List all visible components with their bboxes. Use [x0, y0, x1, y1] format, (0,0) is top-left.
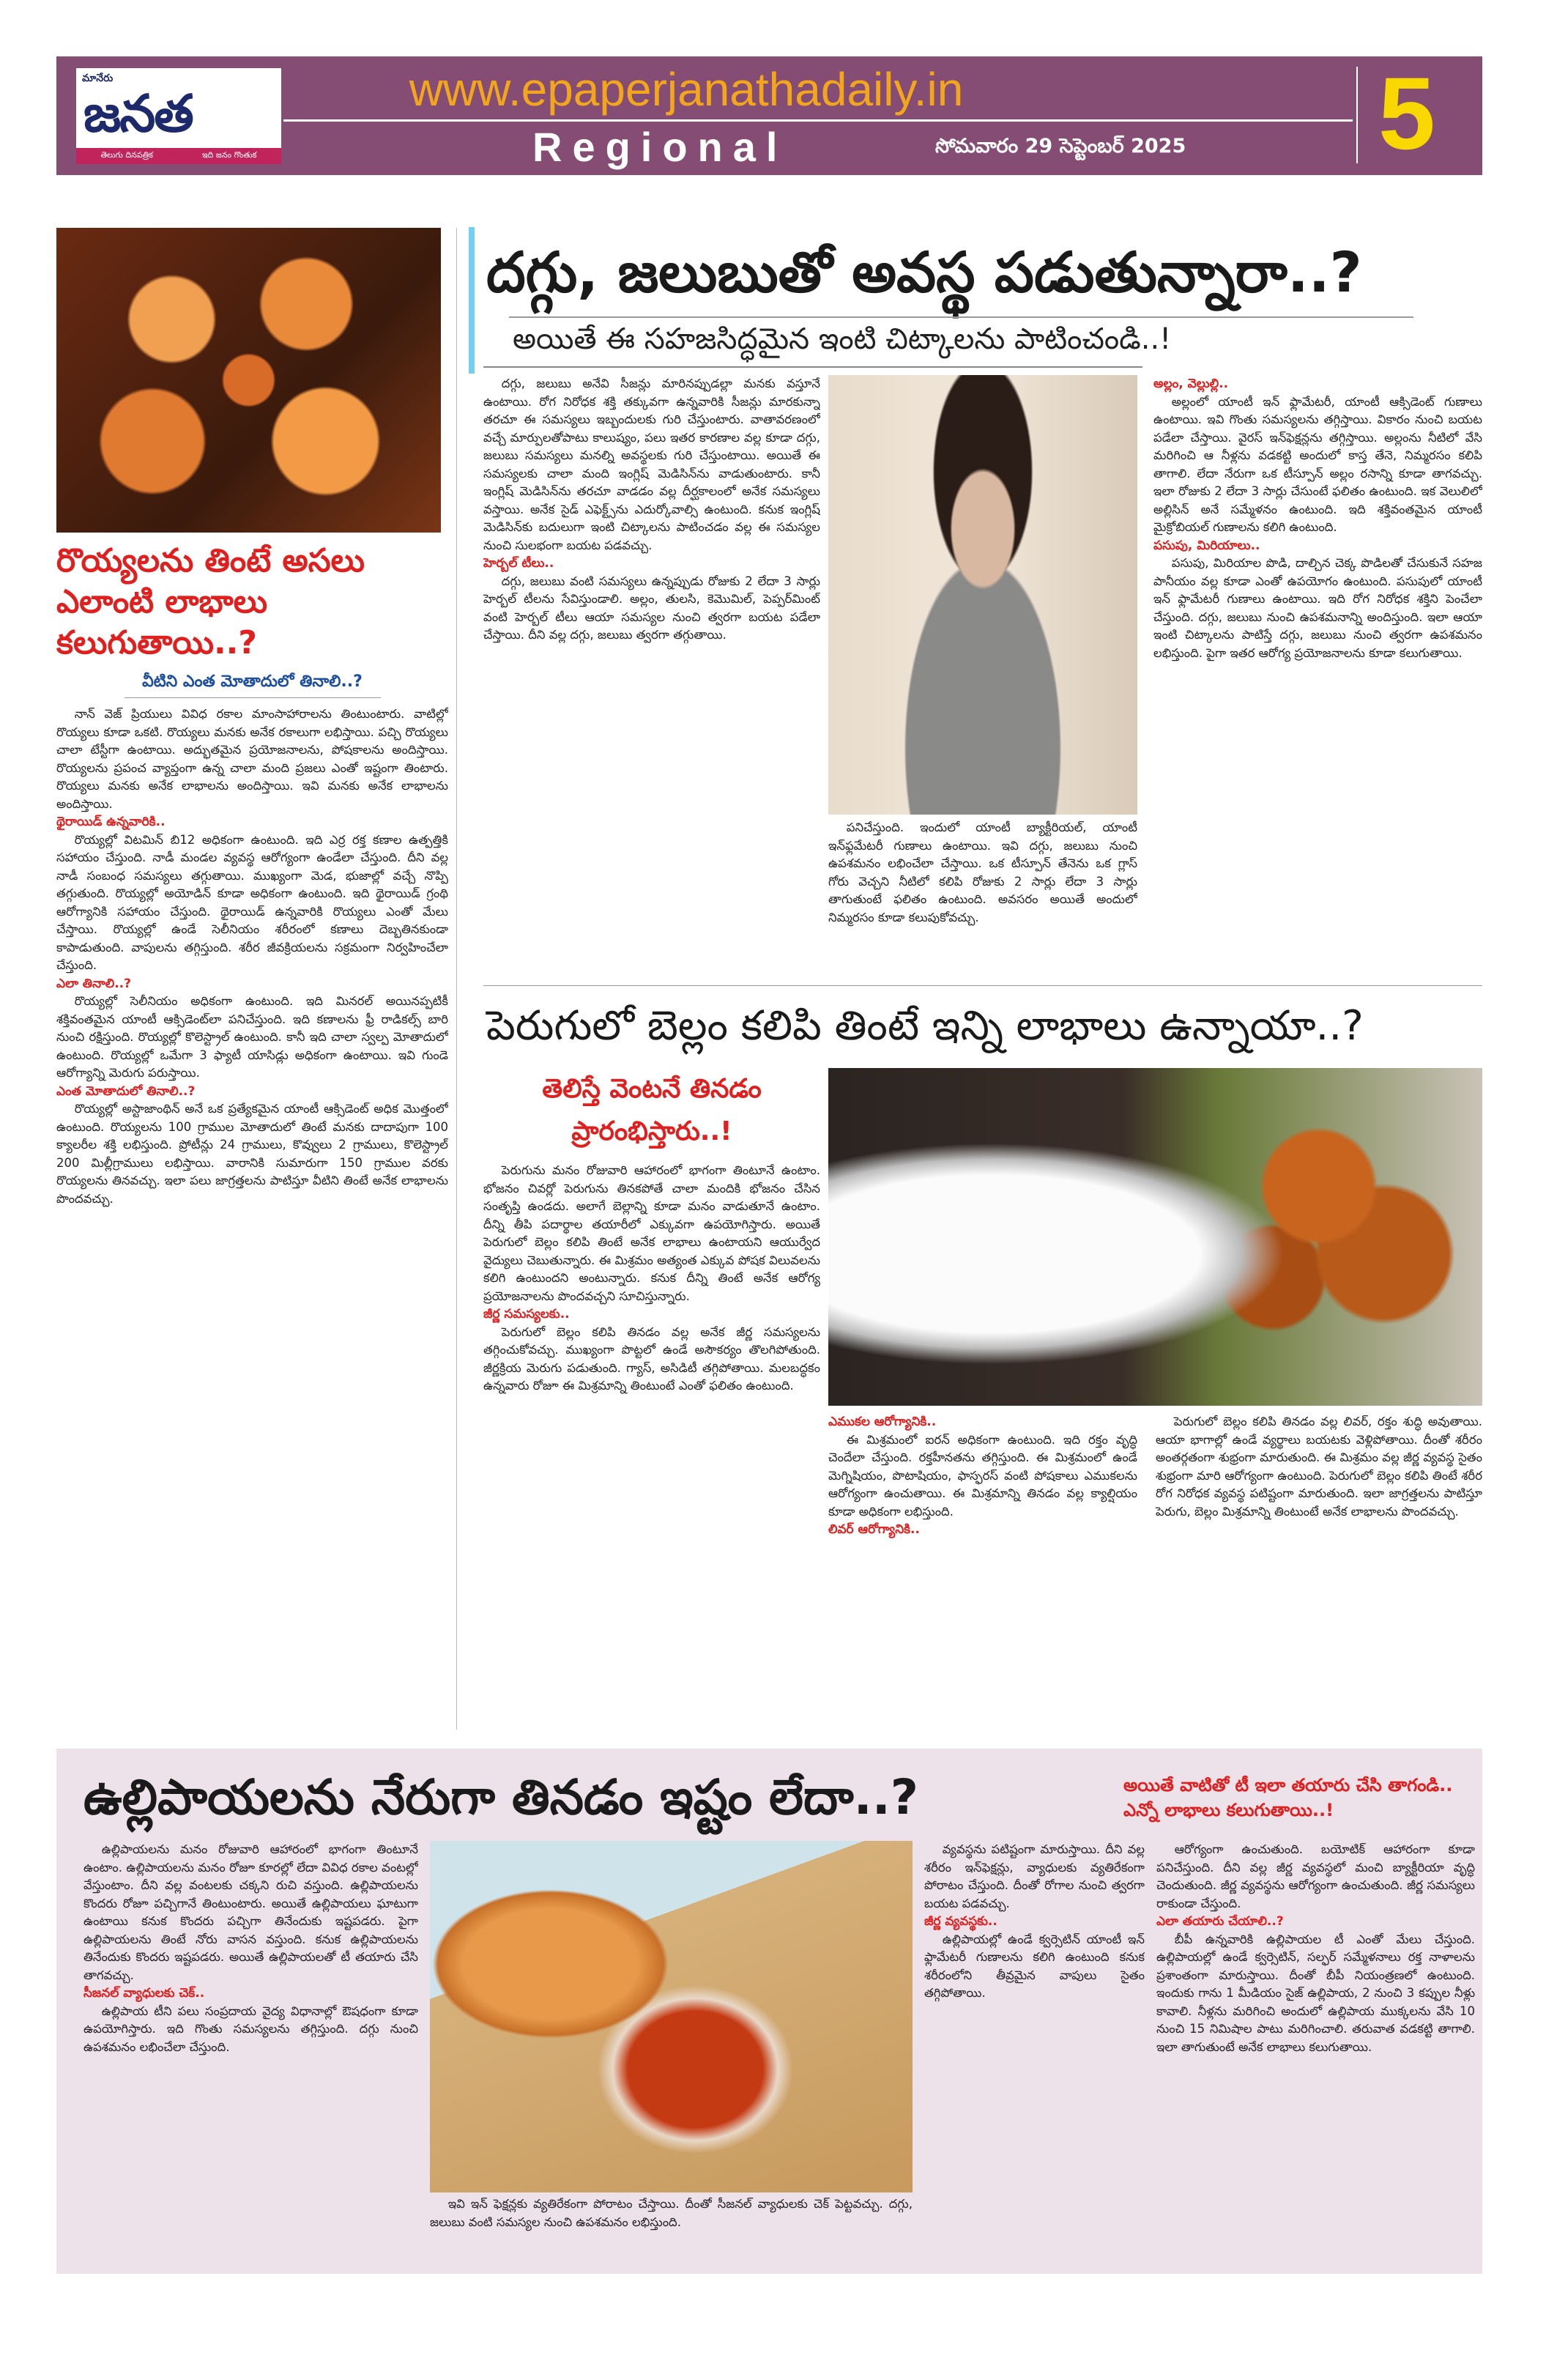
cough-paragraph: పసుపు, మిరియాల పొడి, దాల్చిన చెక్క పొడిలతో చేసుకునే సహజ పానీయం వల్ల కూడా ఎంతో ఉపయోగం ఉంటుంది. పసుపులో యాంటీ ఇన్ ఫ్లామేటరీ గుణాలు ఉంటాయి. ఇది రోగ నిరోధక శక్తిని పెంచేలా చేస్తుంది. దగ్గు, జలుబు నుంచి ఉపశమనాన్ని అందిస్తుంది. ఇలా ఆయా ఇంటి చిట్కాలను పాటిస్తే దగ్గు, జలుబు నుంచి త్వరగా ఉపశమనం లభిస్తుంది. పైగా ఇతర ఆరోగ్య ప్రయోజనాలను కూడా కలుగుతాయి. — [1153, 556, 1482, 660]
curd-column-2 — [828, 1413, 1137, 1726]
curd-headline: పెరుగులో బెల్లం కలిపి తింటే ఇన్ని లాభాలు ఉన్నాయా..? — [486, 1002, 1364, 1050]
onion-paragraph: బీపీ ఉన్నవారికి ఉల్లిపాయల టీ ఎంతో మేలు చేస్తుంది. ఉల్లిపాయల్లో ఉండే క్వర్సెటిన్, సల్ఫర్ సమ్మేళనాలు రక్త నాళాలను ప్రశాంతంగా మారుస్తాయి. దీంతో బీపీ నియంత్రణలో ఉంటుంది. ఇందుకు గాను 1 మీడియం సైజ్ ఉల్లిపాయ, 2 నుంచి 3 కప్పుల నీళ్లు కావాలి. నీళ్లను మరిగించి అందులో ఉల్లిపాయ ముక్కలను వేసి 10 నుంచి 15 నిమిషాల పాటు మరిగించాలి. తరువాత వడకట్టి తాగాలి. ఇలా తాగుతుంటే అనేక లాభాలు కలుగుతాయి. — [1156, 1932, 1475, 2054]
masthead — [56, 56, 1482, 175]
prawns-headline: రొయ్యలను తింటే అసలు ఎలాంటి లాభాలు కలుగుతాయి..? — [56, 542, 365, 661]
cough-subheadline-rule — [483, 366, 1142, 368]
cough-column-3 — [1153, 375, 1482, 974]
onion-under-photo-text — [430, 2195, 913, 2259]
curd-jaggery-photo — [828, 1068, 1482, 1406]
cough-subhead-herbal-tea: హెర్బల్ టీలు.. — [483, 556, 554, 571]
onion-subhead-digestion: జీర్ణ వ్యవస్థకు.. — [924, 1914, 997, 1929]
website-url[interactable]: www.epaperjanathadaily.in — [409, 63, 964, 116]
cough-middle-column — [828, 375, 1137, 974]
curd-lower-columns — [828, 1413, 1482, 1726]
cough-subheadline: అయితే ఈ సహజసిద్ధమైన ఇంటి చిట్కాలను పాటించండి..! — [513, 322, 1172, 356]
onion-headline: ఉల్లిపాయలను నేరుగా తినడం ఇష్టం లేదా..? — [83, 1769, 919, 1825]
curd-column-1 — [483, 1162, 820, 1726]
prawns-subhead-quantity: ఎంత మోతాదులో తినాలి..? — [56, 1083, 196, 1099]
onion-columns — [83, 1841, 1475, 2259]
cough-paragraph: పనిచేస్తుంది. ఇందులో యాంటీ బ్యాక్టీరియల్, యాంటీ ఇన్‌ఫ్లమేటరీ గుణాలు ఉంటాయి. ఇవి దగ్గు, జలుబు నుంచి ఉపశమనం లభించేలా చేస్తాయి. ఒక టీస్పూన్ తేనెను ఒక గ్లాస్ గోరు వెచ్చని నీటిలో కలిపి రోజుకు 2 సార్లు లేదా 3 సార్లు తాగుతుంటే ఫలితం ఉంటుంది. అవసరం అయితే అందులో నిమ్మరసం కూడా కలుపుకోవచ్చు. — [828, 820, 1137, 924]
prawns-photo — [56, 228, 441, 533]
curd-columns — [483, 1068, 1482, 1726]
cough-columns — [483, 375, 1482, 974]
prawns-subhead-thyroid: థైరాయిడ్ ఉన్నవారికి.. — [56, 815, 166, 829]
cough-paragraph: దగ్గు, జలుబు వంటి సమస్యలు ఉన్నప్పుడు రోజుకు 2 లేదా 3 సార్లు హెర్బల్ టీలను సేవిస్తుండాలి. అల్లం, తులసి, కెమొమిల్, పెప్పర్‌మింట్ వంటి హెర్బల్ టీలు ఆయా సమస్యల నుంచి త్వరగా బయట పడేలా చేస్తాయి. దీని వల్ల దగ్గు, జలుబు త్వరగా తగ్గుతాయి. — [483, 574, 820, 642]
onion-photo-column — [430, 1841, 913, 2259]
logo-prefix: మానేరు — [82, 73, 114, 84]
onion-column-4 — [1156, 1841, 1475, 2259]
onion-paragraph: ఉల్లిపాయ టీని పలు సంప్రదాయ వైద్య విధానాల్లో ఔషధంగా కూడా ఉపయోగిస్తారు. ఇది గొంతు సమస్యలను తగ్గిస్తుంది. దగ్గు నుంచి ఉపశమనం లభించేలా చేస్తుంది. — [83, 2003, 418, 2054]
column-divider — [456, 228, 457, 1730]
section-divider — [483, 985, 1482, 986]
onion-paragraph: ఉల్లిపాయలను మనం రోజువారి ఆహారంలో భాగంగా తింటూనే ఉంటాం. ఉల్లిపాయలను మనం రోజూ కూరల్లో లేదా వివిధ రకాల వంటల్లో వేస్తుంటాం. దీని వల్ల వంటలకు చక్కని రుచి వస్తుంది. ఉల్లిపాయలను కొందరు రోజూ పచ్చిగానే తింటుంటారు. అయితే ఉల్లిపాయలు ఘాటుగా ఉంటాయి కనుక కొందరు పచ్చిగా తినేందుకు ఇష్టపడరు. పైగా ఉల్లిపాయలను తింటే నోరు వాసన వస్తుంది. కనుక ఉల్లిపాయలను తినేందుకు కొందరు ఇష్టపడరు. అయితే ఉల్లిపాయలతో టీ తయారు చేసి తాగవచ్చు. — [83, 1842, 418, 1982]
logo-tagline-right: ఇది జనం గొంతుక — [201, 150, 257, 160]
onion-subhead-preparation: ఎలా తయారు చేయాలి..? — [1156, 1914, 1284, 1929]
prawns-article-body — [56, 705, 448, 1727]
curd-left-column — [483, 1068, 820, 1726]
onion-column-1 — [83, 1841, 418, 2259]
page-number: 5 — [1378, 56, 1435, 171]
prawns-article — [56, 541, 448, 1727]
logo-tagline-strip — [76, 148, 281, 164]
cough-paragraph: దగ్గు, జలుబు అనేవి సీజన్లు మారినప్పుడల్లా మనకు వస్తూనే ఉంటాయి. రోగ నిరోధక శక్తి తక్కువగా ఉన్నవారికి సీజన్లు మారకున్నా తరచూ ఈ సమస్యలు ఇబ్బందులకు గురి చేస్తుంటారు. వాతావరణంలో వచ్చే మార్పులతోపాటు కాలుష్యం, పలు ఇతర కారణాల వల్ల కూడా దగ్గు, జలుబు సమస్యలు మనల్ని అవస్థలకు గురి చేస్తుంటాయి. అయితే ఈ సమస్యలకు చాలా మంది ఇంగ్లిష్ మెడిసిన్‌ను వాడుతుంటారు. కానీ ఇంగ్లిష్ మెడిసిన్‌ను తరచూ వాడడం వల్ల దీర్ఘకాలంలో అనేక సమస్యలు వస్తాయి. అనేక సైడ్ ఎఫెక్ట్స్‌ను ఎదుర్కోవాల్సి ఉంటుంది. కనుక ఇంగ్లిష్ మెడిసిన్‌కు బదులుగా ఇంటి చిట్కాలను పాటించడం వల్ల ఈ సమస్యల నుంచి సులభంగా బయట పడవచ్చు. — [483, 377, 820, 552]
prawns-paragraph: రొయ్యల్లో విటమిన్ బి12 అధికంగా ఉంటుంది. ఇది ఎర్ర రక్త కణాల ఉత్పత్తికి సహాయం చేస్తుంది. నాడీ మండల వ్యవస్థ ఆరోగ్యంగా ఉండేలా చేస్తుంది. దీని వల్ల నాడీ సంబంధ సమస్యలు తగ్గుతాయి. ముఖ్యంగా మెడ, భుజాల్లో వచ్చే నొప్పి తగ్గుతుంది. రొయ్యల్లో అయోడిన్ కూడా అధికంగా ఉంటుంది. ఇది థైరాయిడ్ గ్రంథి ఆరోగ్యానికి సహాయం చేస్తుంది. థైరాయిడ్ ఉన్నవారికి రొయ్యలు ఎంతో మేలు చేస్తాయి. రొయ్యల్లో ఉండే సెలీనియం శరీరంలో కణాలు దెబ్బతినకుండా కాపాడుతుంది. వాపులను తగ్గిస్తుంది. శరీర జీవక్రియలను సక్రమంగా నిర్వహించేలా చేస్తుంది. — [56, 832, 448, 972]
curd-paragraph: పెరుగులో బెల్లం కలిపి తినడం వల్ల లివర్, రక్తం శుద్ధి అవుతాయి. ఆయా భాగాల్లో ఉండే వ్యర్థాలు బయటకు వెళ్లిపోతాయి. దీంతో శరీరం అంతర్గతంగా శుభ్రంగా మారుతుంది. ఈ మిశ్రమం వల్ల జీర్ణ వ్యవస్థ సైతం శుభ్రంగా మారి ఆరోగ్యంగా ఉంటుంది. పెరుగులో బెల్లం కలిపి తింటే శరీర రోగ నిరోధక వ్యవస్థ పటిష్టంగా మారుతుంది. ఇలా జాగ్రత్తలను పాటిస్తూ పెరుగు, బెల్లం మిశ్రమాన్ని తింటుంటే అనేక లాభాలను పొందవచ్చు. — [1156, 1415, 1482, 1519]
logo-tagline-left: తెలుగు దినపత్రిక — [100, 150, 153, 160]
curd-right-area — [828, 1068, 1482, 1726]
onion-subhead-seasonal: సీజనల్ వ్యాధులకు చెక్.. — [83, 1986, 205, 2001]
prawns-paragraph: రొయ్యల్లో సెలీనియం అధికంగా ఉంటుంది. ఇది మినరల్ అయినప్పటికీ శక్తివంతమైన యాంటీ ఆక్సిడెంట్‌లా పనిచేస్తుంది. ఇది కణాలను ఫ్రీ రాడికల్స్ బారి నుంచి రక్షిస్తుంది. రొయ్యల్లో కొలెస్ట్రాల్ ఉంటుంది. కానీ ఇది చాలా స్వల్ప మోతాదులో ఉంటుంది. రొయ్యల్లో ఒమేగా 3 ఫ్యాటీ యాసిడ్లు అధికంగా ఉంటాయి. ఇవి గుండె ఆరోగ్యాన్ని మెరుగు పరుస్తాయి. — [56, 994, 448, 1080]
cough-headline: దగ్గు, జలుబుతో అవస్థ పడుతున్నారా..? — [486, 240, 1362, 305]
cough-column-1 — [483, 375, 820, 974]
woman-coughing-photo — [828, 375, 1137, 815]
curd-column-3 — [1156, 1413, 1482, 1726]
curd-paragraph: ఈ మిశ్రమంలో ఐరన్ అధికంగా ఉంటుంది. ఇది రక్తం వృద్ధి చెందేలా చేస్తుంది. రక్తహీనతను తగ్గిస్తుంది. ఈ మిశ్రమంలో ఉండే మెగ్నిషియం, పొటాషియం, ఫాస్ఫరస్ వంటి పోషకాలు ఎముకలను ఆరోగ్యంగా ఉంచుతాయి. ఈ మిశ్రమాన్ని తినడం వల్ల క్యాల్షియం కూడా అధికంగా లభిస్తుంది. — [828, 1432, 1137, 1519]
onion-tea-photo — [430, 1841, 913, 2192]
cough-subhead-ginger-garlic: అల్లం, వెల్లుల్లి.. — [1153, 377, 1229, 391]
onion-paragraph: ఉల్లిపాయల్లో ఉండే క్వర్సెటిన్ యాంటీ ఇన్ ఫ్లామేటరీ గుణాలను కలిగి ఉంటుంది కనుక శరీరంలోని తీవ్రమైన వాపులు సైతం తగ్గిపోతాయి. — [924, 1932, 1145, 2000]
onion-column-3 — [924, 1841, 1145, 2259]
cough-paragraph: అల్లంలో యాంటీ ఇన్ ఫ్లామేటరీ, యాంటీ ఆక్సిడెంట్ గుణాలు ఉంటాయి. ఇవి గొంతు సమస్యలను తగ్గిస్తాయి. వికారం నుంచి బయట పడేలా చేస్తాయి. వైరస్ ఇన్‌ఫెక్షన్లను తగ్గిస్తాయి. అల్లంను నీటిలో వేసి మరిగించి ఆ నీళ్లను వడకట్టి అందులో కాస్త తేనె, నిమ్మరసం కలిపి తాగాలి. లేదా నేరుగా ఒక టీస్పూన్ అల్లం రసాన్ని కూడా తాగవచ్చు. ఇలా రోజుకు 2 లేదా 3 సార్లు చేసుంటే ఫలితం ఉంటుంది. ఇక వెలులిలో అల్లిసిన్ అనే సమ్మేళనం ఉంటుంది. ఇది శక్తివంతమైన యాంటీ మైక్రోబియల్ గుణాలను కలిగి ఉంటుంది. — [1153, 394, 1482, 534]
masthead-vertical-divider — [1356, 67, 1358, 163]
masthead-divider — [283, 119, 1353, 122]
prawns-intro: నాన్ వెజ్ ప్రియులు వివిధ రకాల మాంసాహారాలను తింటుంటారు. వాటిల్లో రొయ్యలు కూడా ఒకటి. రొయ్యలు మనకు అనేక రకాలుగా లభిస్తాయి. పచ్చి రొయ్యలు చాలా టేస్టీగా ఉంటాయి. అద్భుతమైన ప్రయోజనాలను, పోషకాలను అందిస్తాయి. రొయ్యలను ప్రపంచ వ్యాప్తంగా ఉన్న చాలా మంది ప్రజలు ఎంతో ఇష్టంగా తింటారు. రొయ్యలు మనకు అనేక లాభాలను అందిస్తాయి. ఇవి మనకు అనేక లాభాలను అందిస్తాయి. — [56, 707, 448, 811]
accent-bar — [469, 227, 475, 374]
curd-subhead-liver: లివర్ ఆరోగ్యానికి.. — [828, 1522, 920, 1537]
logo-name: జనత — [83, 84, 193, 144]
onion-article-box — [56, 1749, 1482, 2274]
onion-paragraph: ఇవి ఇన్ ఫెక్షన్లకు వ్యతిరేకంగా పోరాటం చేస్తాయి. దీంతో సీజనల్ వ్యాధులకు చెక్ పెట్టవచ్చు. దగ్గు, జలుబు వంటి సమస్యల నుంచి ఉపశమనం లభిస్తుంది. — [430, 2197, 913, 2229]
onion-kicker: అయితే వాటితో టీ ఇలా తయారు చేసి తాగండి.. ఎన్నో లాభాలు కలుగుతాయి..! — [1123, 1775, 1453, 1820]
curd-kicker: తెలిస్తే వెంటనే తినడం ప్రారంభిస్తారు..! — [542, 1074, 762, 1146]
section-name: Regional — [532, 124, 788, 170]
curd-article — [483, 993, 1482, 1726]
issue-date: సోమవారం 29 సెప్టెంబర్ 2025 — [935, 135, 1186, 157]
curd-paragraph: పెరుగును మనం రోజువారి ఆహారంలో భాగంగా తింటూనే ఉంటాం. భోజనం చివర్లో పెరుగును తినకపోతే చాలా మందికి భోజనం చేసిన సంతృప్తి ఉండదు. అలాగే బెల్లాన్ని కూడా మనం వాడుతూనే ఉంటాం. దీన్ని తీపి పదార్థాల తయారీలో ఎక్కువగా ఉపయోగిస్తారు. అయితే పెరుగులో బెల్లం కలిపి తింటే అనేక లాభాలు ఉంటాయని ఆయుర్వేద వైద్యులు చెబుతున్నారు. ఈ మిశ్రమం అత్యంత ఎక్కువ పోషక విలువలను కలిగి ఉంటుందని అంటున్నారు. కనుక దీన్ని తింటే అనేక ఆరోగ్య ప్రయోజనాలను పొందవచ్చని సూచిస్తున్నారు. — [483, 1163, 820, 1303]
newspaper-logo — [76, 68, 281, 164]
onion-paragraph: వ్యవస్థను పటిష్టంగా మారుస్తాయి. దీని వల్ల శరీరం ఇన్‌ఫెక్షన్లు, వ్యాధులకు వ్యతిరేకంగా పోరాటం చేస్తుంది. దీంతో రోగాల నుంచి త్వరగా బయట పడవచ్చు. — [924, 1842, 1145, 1910]
prawns-subheadline-rule — [125, 697, 381, 698]
curd-subhead-digestion: జీర్ణ సమస్యలకు.. — [483, 1307, 570, 1321]
cough-subhead-turmeric: పసుపు, మిరియాలు.. — [1153, 538, 1260, 553]
onion-paragraph: ఆరోగ్యంగా ఉంచుతుంది. బయోటిక్ ఆహారంగా కూడా పనిచేస్తుంది. దీని వల్ల జీర్ణ వ్యవస్థలో మంచి బ్యాక్టీరియా వృద్ధి చెందుతుంది. జీర్ణ వ్యవస్థను ఆరోగ్యంగా ఉంచుతుంది. జీర్ణ సమస్యలు రాకుండా చేస్తుంది. — [1156, 1842, 1475, 1910]
prawns-subhead-how: ఎలా తినాలి..? — [56, 976, 131, 991]
prawns-subheadline: వీటిని ఎంత మోతాదులో తినాలి..? — [142, 672, 363, 691]
prawns-paragraph: రొయ్యల్లో అస్టాజాంథిన్ అనే ఒక ప్రత్యేకమైన యాంటీ ఆక్సిడెంట్ అధిక మొత్తంలో ఉంటుంది. రొయ్యలను 100 గ్రాముల మోతాదులో తింటే మనకు దాదాపుగా 100 క్యాలరీల శక్తి లభిస్తుంది. ప్రోటీన్లు 24 గ్రాములు, కొవ్వులు 2 గ్రాములు, కొలెస్ట్రాల్ 200 మిల్లీగ్రాములు లభిస్తాయి. వారానికి సుమారుగా 150 గ్రాముల వరకు రొయ్యలను తినవచ్చు. ఇలా పలు జాగ్రత్తలను పాటిస్తూ వీటిని తింటే అనేక లాభాలను పొందవచ్చు. — [56, 1102, 448, 1206]
curd-subhead-bones: ఎముకల ఆరోగ్యానికి.. — [828, 1415, 937, 1429]
cough-article — [483, 236, 1482, 974]
onion-header — [83, 1765, 1475, 1831]
curd-paragraph: పెరుగులో బెల్లం కలిపి తినడం వల్ల అనేక జీర్ణ సమస్యలను తగ్గించుకోవచ్చు. ముఖ్యంగా పొట్టలో ఉండే అసౌకర్యం తొలగిపోతుంది. జీర్ణక్రియ మెరుగు పడుతుంది. గ్యాస్, అసిడిటీ తగ్గిపోతాయి. మలబద్ధకం ఉన్నవారు రోజూ ఈ మిశ్రమాన్ని తింటుంటే ఎంతో ఫలితం ఉంటుంది. — [483, 1324, 820, 1393]
cough-under-photo-text — [828, 819, 1137, 974]
